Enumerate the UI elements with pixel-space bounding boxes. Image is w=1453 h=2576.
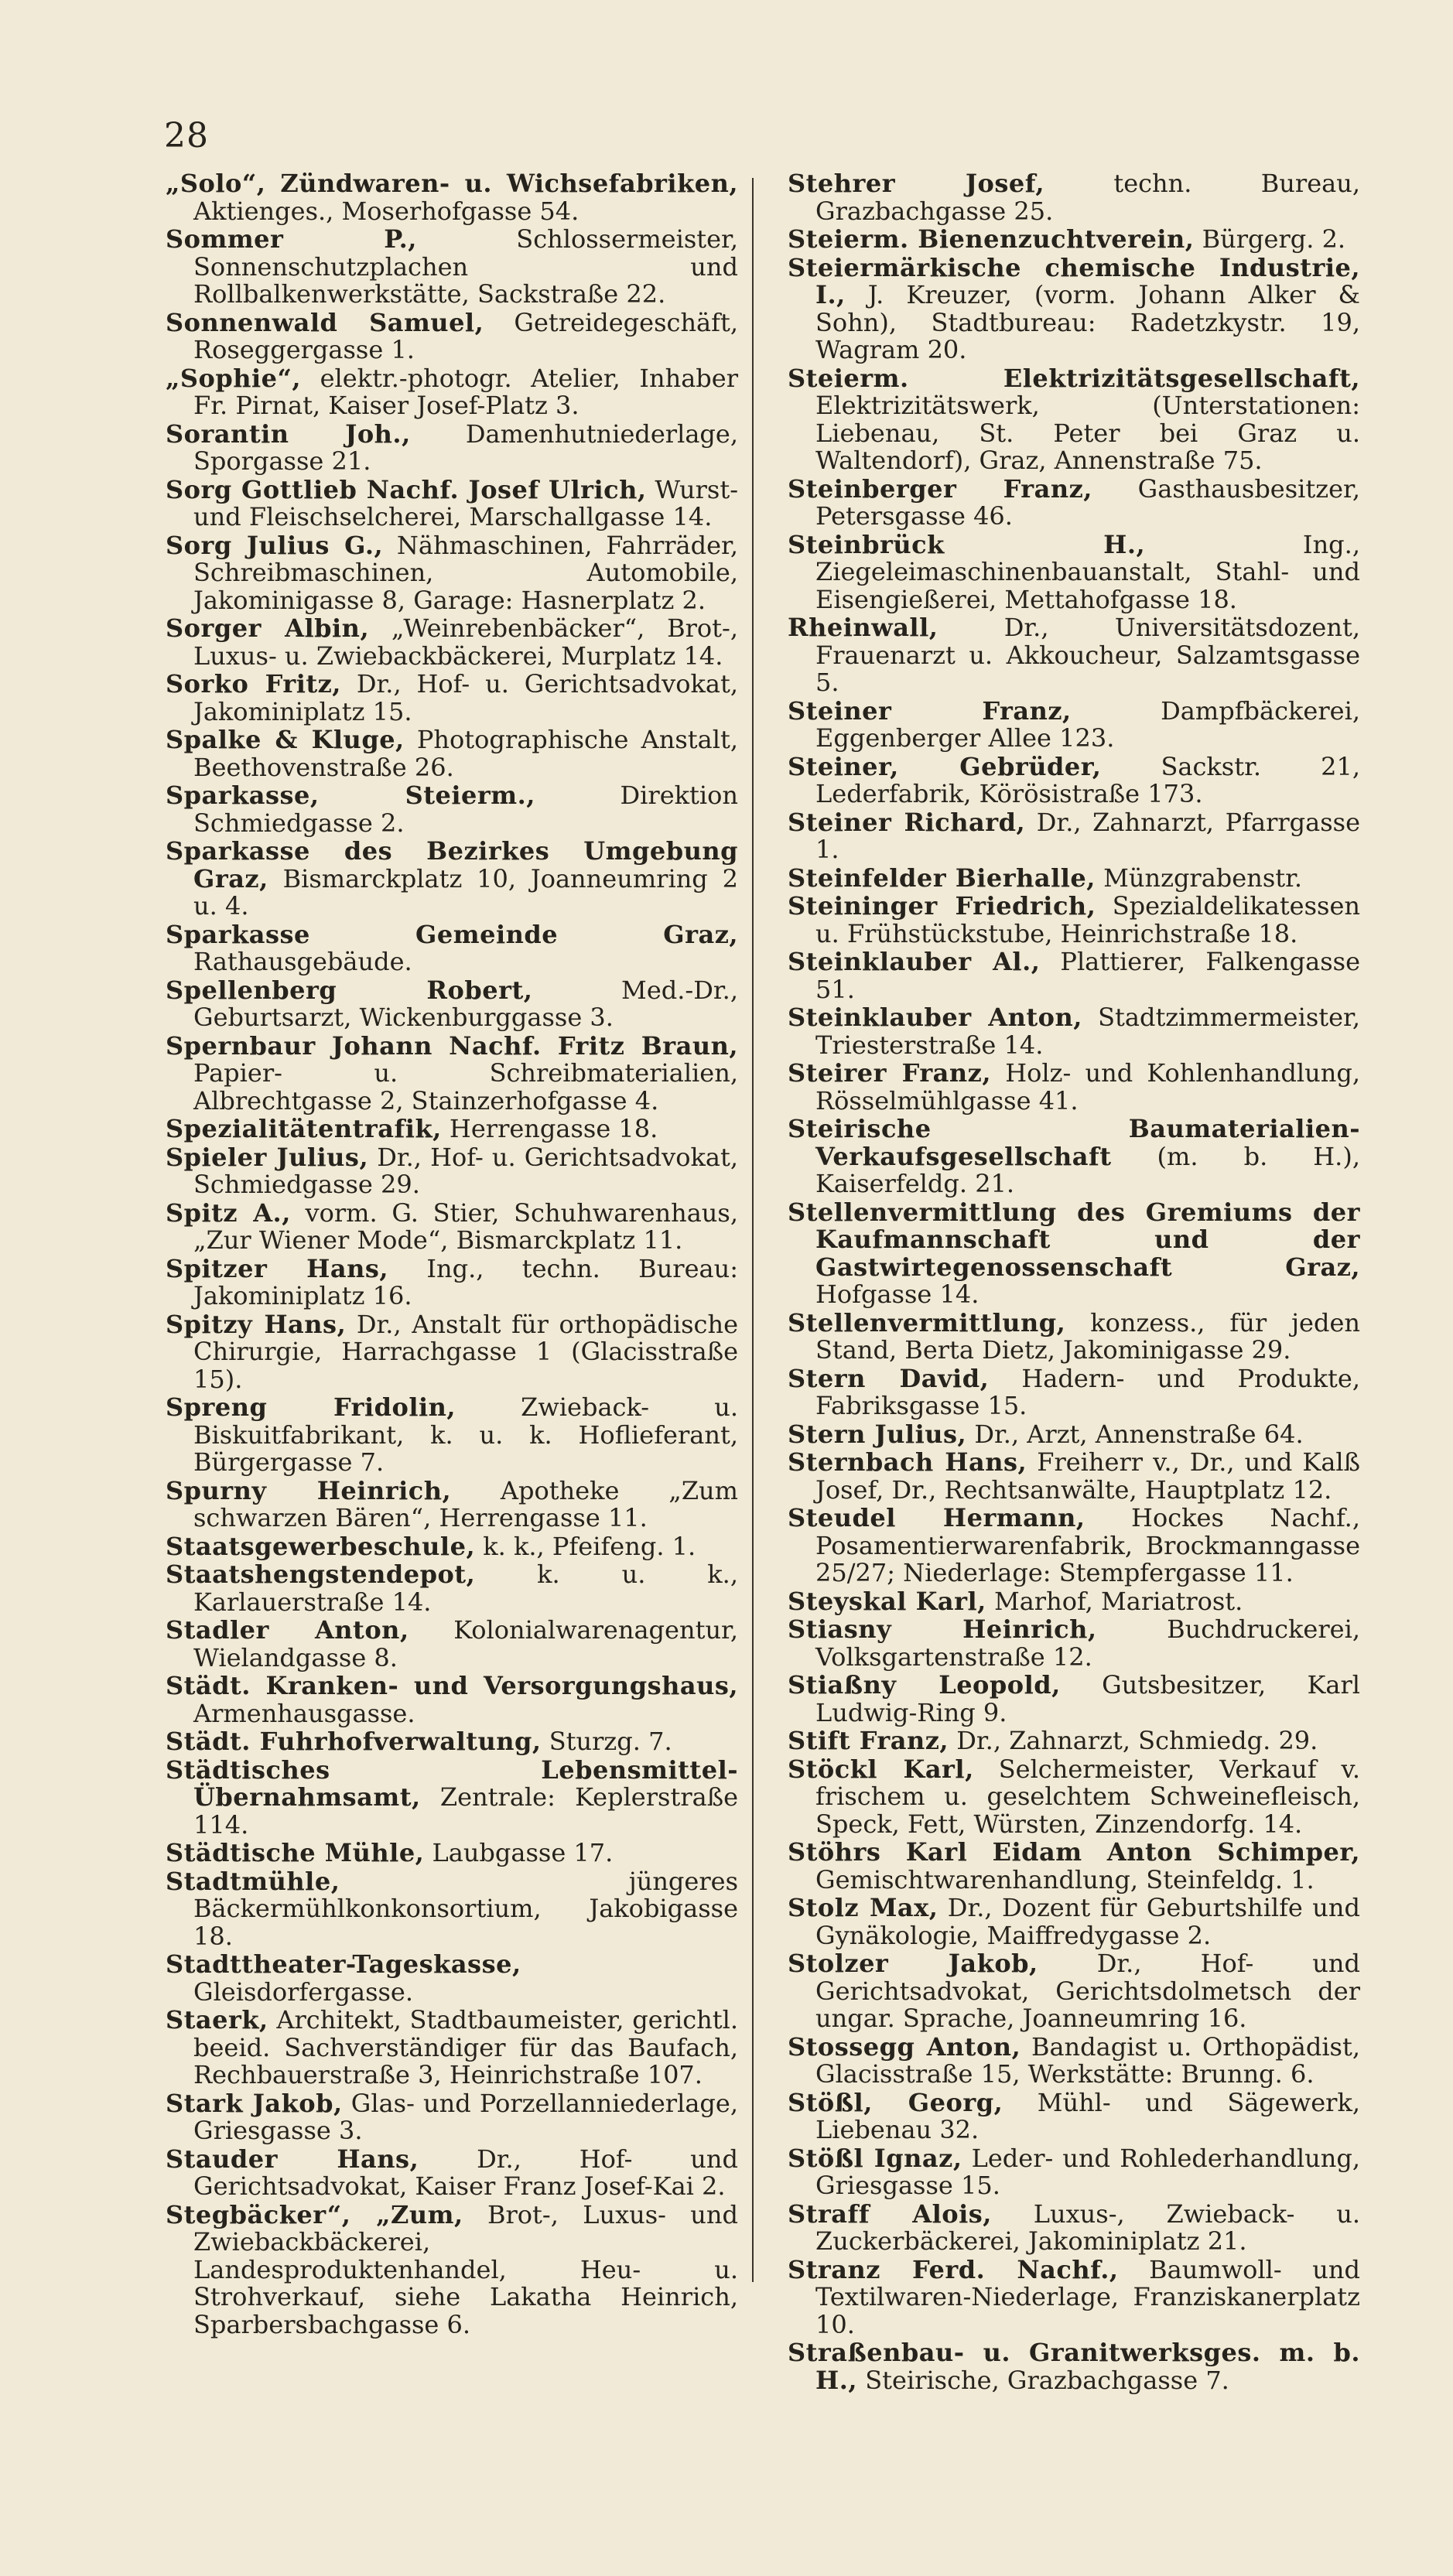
page-number: 28 [164,116,209,155]
entry-details: Leder- und Rohlederhandlung, Griesgasse 15. [815,2143,1360,2200]
entry-details: „Weinrebenbäcker“, Brot-, Luxus- u. Zwiebackbäckerei, Murplatz 14. [193,613,739,671]
entry-details: Hadern- und Produkte, Fabriksgasse 15. [815,1363,1361,1420]
directory-entry [788,1307,1360,1365]
entry-name: Städt. Fuhrhofverwaltung, [166,1727,542,1756]
entry-name: Stellenvermittlung, [788,1307,1066,1338]
directory-entry [788,252,1360,364]
entry-name: Spurny Heinrich, [166,1475,452,1505]
entry-details: Laubgasse 17. [424,1838,614,1867]
entry-details: Dr., Anstalt für orthopädische Chirurgie, Harrachgasse 1 (Glacisstraße 15). [193,1309,738,1394]
entry-name: Steininger Friedrich, [788,891,1096,921]
directory-entry [166,977,738,1032]
directory-entry [788,614,1360,697]
entry-name: Staerk, [166,2005,268,2034]
entry-name: Stauder Hans, [166,2144,419,2174]
directory-entry [166,1115,738,1143]
directory-entry [788,1672,1360,1727]
entry-name: Steinbrück H., [788,529,1146,559]
directory-entry [166,2199,739,2339]
directory-entry [788,893,1360,948]
directory-entry [166,1475,739,1532]
entry-name: Sparkasse Gemeinde Graz, [166,919,738,949]
entry-details: Hockes Nachf., Posamentierwarenfabrik, Brockmanngasse 25/27; Niederlage: Stempfergasse 11. [815,1503,1360,1587]
directory-entry [166,1311,738,1394]
entry-details: Plattierer, Falkengasse 51. [815,947,1361,1004]
entry-name: Städt. Kranken- und Versorgungshaus, [166,1671,738,1700]
left-column [166,170,738,2339]
entry-name: Stranz Ferd. Nachf., [788,2254,1119,2284]
directory-entry [788,1894,1360,1949]
entry-name: Spieler Julius, [166,1142,369,1172]
entry-details: Holz- und Kohlenhandlung, Rösselmühlgasse 41. [815,1058,1361,1115]
directory-entry [166,1840,738,1867]
entry-name: Spezialitätentrafik, [166,1114,442,1143]
directory-entry [788,1115,1360,1198]
directory-entry [788,365,1360,475]
entry-details: Münzgrabenstr. [1095,863,1303,893]
entry-name: Sorg Julius G., [166,530,384,560]
entry-name: Stegbäcker“, „Zum, [166,2199,463,2229]
entry-name: Steirische Baumaterialien-Verkaufsgesellschaft [788,1114,1360,1171]
entry-name: Rheinwall, [788,613,938,642]
entry-details: Buchdruckerei, Volksgartenstraße 12. [815,1614,1361,1672]
entry-details: Hofgasse 14. [815,1279,979,1309]
entry-name: Stolz Max, [788,1893,938,1922]
entry-details: Schlossermeister, Sonnenschutzplachen und Rollbalkenwerkstätte, Sackstraße 22. [193,224,738,309]
entry-details: jüngeres Bäckermühlkonkonsortium, Jakobigasse 18. [193,1866,738,1951]
entry-name: Sorko Fritz, [166,669,341,699]
entry-details: Dr., Zahnarzt, Schmiedg. 29. [949,1726,1318,1755]
directory-entry [788,2031,1361,2089]
entry-details: Dr., Zahnarzt, Pfarrgasse 1. [815,807,1360,864]
directory-entry [788,809,1360,864]
directory-entry [788,1199,1360,1309]
entry-details: Dr., Hof- u. Gerichtsadvokat, Jakominiplatz 15. [193,669,739,726]
directory-entry [788,2198,1360,2256]
entry-name: Steiner Richard, [788,807,1026,837]
directory-entry [788,2145,1360,2200]
directory-entry [166,1533,738,1561]
directory-entry [788,1588,1360,1616]
entry-name: Stadtmühle, [166,1866,340,1896]
directory-entry [788,2089,1360,2144]
entry-name: Stellenvermittlung des Gremiums der Kaufmannschaft und der Gastwirtegenossenschaft Graz, [788,1197,1360,1282]
entry-details: Architekt, Stadtbaumeister, gerichtl. beeid. Sachverständiger für das Baufach, Rechbauerstraße 3, Heinrichstraße 107. [193,2005,738,2089]
entry-details: Direktion Schmiedgasse 2. [193,781,739,838]
entry-details: (m. b. H.), Kaiserfeldg. 21. [815,1141,1360,1198]
entry-name: Steinklauber Anton, [788,1003,1082,1032]
entry-name: Sommer P., [166,224,417,254]
entry-details: konzess., für jeden Stand, Berta Dietz, Jakominigasse 29. [815,1307,1360,1365]
entry-name: Steinfelder Bierhalle, [788,863,1096,893]
entry-name: Stadttheater-Tageskasse, [166,1949,521,1979]
entry-details: Luxus-, Zwieback- u. Zuckerbäckerei, Jakominiplatz 21. [815,2198,1360,2256]
directory-entry [788,1365,1360,1420]
entry-name: Steiner Franz, [788,695,1072,726]
entry-details: Ing., techn. Bureau: Jakominiplatz 16. [193,1253,738,1310]
entry-name: Sparkasse, Steierm., [166,781,535,810]
entry-details: Spezialdelikatessen u. Frühstückstube, Heinrichstraße 18. [815,891,1361,948]
entry-details: Zwieback- u. Biskuitfabrikant, k. u. k. Hoflieferant, Bürgergasse 7. [193,1392,738,1477]
entry-name: Städtische Mühle, [166,1838,425,1867]
entry-name: Straff Alois, [788,2198,992,2229]
directory-entry [788,226,1360,254]
directory-entry [788,753,1360,808]
directory-entry [788,865,1360,893]
entry-details: Freiherr v., Dr., und Kalß Josef, Dr., Rechtsanwälte, Hauptplatz 12. [815,1447,1361,1505]
entry-details: Zentrale: Keplerstraße 114. [193,1782,738,1840]
entry-name: Spellenberg Robert, [166,975,533,1005]
entry-details: Bürgerg. 2. [1194,224,1346,254]
entry-name: Steinklauber Al., [788,947,1041,976]
entry-details: techn. Bureau, Grazbachgasse 25. [815,169,1361,226]
entry-details: Herrengasse 18. [441,1114,658,1143]
directory-entry [166,421,738,476]
entry-name: Stift Franz, [788,1726,949,1755]
entry-details: Steirische, Grazbachgasse 7. [857,2365,1229,2395]
entry-name: Steiermärkische chemische Industrie, I., [788,252,1360,309]
entry-name: „Sophie“, [166,363,302,393]
directory-entry [166,170,738,225]
entry-details: Ing., Ziegeleimaschinenbauanstalt, Stahl- und Eisengießerei, Mettahofgasse 18. [815,529,1361,614]
entry-details: Stadtzimmermeister, Triesterstraße 14. [815,1003,1360,1060]
entry-details: Bandagist u. Orthopädist, Glacisstraße 15, Werkstätte: Brunng. 6. [815,2031,1361,2089]
entry-details: Dr., Universitätsdozent, Frauenarzt u. Akkoucheur, Salzamtsgasse 5. [815,613,1360,697]
directory-entry [788,1004,1360,1059]
directory-entry [788,170,1360,225]
entry-name: Steirer Franz, [788,1058,991,1088]
directory-entry [166,1617,738,1672]
entry-details: Getreidegeschäft, Roseggergasse 1. [193,307,738,364]
directory-entry [166,1728,738,1756]
entry-details: Gemischtwarenhandlung, Steinfeldg. 1. [815,1864,1315,1894]
directory-entry [166,309,738,364]
entry-name: Stadler Anton, [166,1615,409,1645]
directory-entry [166,1197,739,1255]
entry-name: Städtisches Lebensmittel-Übernahmsamt, [166,1754,738,1812]
entry-details: Mühl- und Sägewerk, Liebenau 32. [815,2087,1360,2144]
directory-entry [166,2090,738,2145]
entry-name: Stolzer Jakob, [788,1949,1038,1978]
entry-details: Elektrizitätswerk, (Unterstationen: Liebenau, St. Peter bei Graz u. Waltendorf), Graz, Annenstraße 75. [815,391,1360,475]
entry-name: Sparkasse des Bezirkes Umgebung Graz, [166,836,738,893]
entry-name: Stöhrs Karl Eidam Anton Schimper, [788,1837,1360,1867]
directory-entry [166,1144,738,1199]
entry-details: Nähmaschinen, Fahrräder, Schreibmaschinen, Automobile, Jakominigasse 8, Garage: Hasnerplatz 2. [193,530,739,615]
entry-details: Papier- u. Schreibmaterialien, Albrechtgasse 2, Stainzerhofgasse 4. [193,1058,738,1115]
entry-name: Stößl Ignaz, [788,2143,962,2173]
directory-entry [166,726,738,781]
entry-details: Gleisdorfergasse. [193,1976,414,2007]
entry-name: Sorantin Joh., [166,419,411,449]
entry-name: Spitzer Hans, [166,1253,388,1283]
entry-details: Photographische Anstalt, Beethovenstraße 26. [193,725,739,782]
directory-entry [166,1672,738,1727]
directory-entry [166,1030,738,1115]
directory-entry [166,782,738,837]
directory-entry [788,1616,1360,1671]
directory-entry [788,695,1361,753]
directory-entry [788,1839,1360,1894]
directory-entry [166,921,738,976]
entry-name: Stöckl Karl, [788,1754,974,1784]
entry-details: vorm. G. Stier, Schuhwarenhaus, „Zur Wiener Mode“, Bismarckplatz 11. [193,1197,739,1255]
directory-entry [166,838,738,921]
entry-details: k. k., Pfeifeng. 1. [475,1531,696,1561]
entry-name: Staatshengstendepot, [166,1560,476,1589]
directory-entry [788,1060,1360,1115]
entry-name: Spitz A., [166,1197,291,1228]
entry-name: Stiaßny Leopold, [788,1670,1061,1700]
entry-details: Dr., Hof- u. Gerichtsadvokat, Schmiedgasse 29. [193,1142,739,1199]
entry-name: Stark Jakob, [166,2088,343,2118]
entry-details: Selchermeister, Verkauf v. frischem u. geselchtem Schweinefleisch, Speck, Fett, Würsten, Zinzendorfg. 14. [815,1754,1361,1839]
entry-name: Spreng Fridolin, [166,1392,456,1422]
entry-name: Steudel Hermann, [788,1503,1085,1532]
entry-name: Sorg Gottlieb Nachf. Josef Ulrich, [166,474,647,504]
entry-name: Stiasny Heinrich, [788,1614,1097,1644]
entry-details: Med.-Dr., Geburtsarzt, Wickenburggasse 3. [193,975,738,1032]
entry-name: Steierm. Bienenzuchtverein, [788,224,1195,254]
directory-entry [788,1421,1360,1449]
directory-entry [166,2007,738,2089]
entry-details: Rathausgebäude. [193,947,412,976]
directory-entry [166,1394,738,1477]
entry-details: Kolonialwarenagentur, Wielandgasse 8. [193,1615,738,1672]
directory-entry [788,1449,1360,1504]
entry-name: Sonnenwald Samuel, [166,307,484,337]
directory-entry [166,1561,738,1616]
entry-name: Steierm. Elektrizitätsgesellschaft, [788,363,1360,393]
entry-details: Baumwoll- und Textilwaren-Niederlage, Franziskanerplatz 10. [815,2254,1361,2339]
directory-entry [166,1951,738,2006]
entry-details: Glas- und Porzellanniederlage, Griesgasse 3. [193,2088,738,2145]
directory-entry [166,226,738,309]
entry-details: Wurst- und Fleischselcherei, Marschallgasse 14. [193,474,739,531]
entry-name: Stossegg Anton, [788,2031,1021,2062]
directory-entry [166,671,738,726]
directory-entry [788,473,1361,531]
entry-details: elektr.-photogr. Atelier, Inhaber Fr. Pirnat, Kaiser Josef-Platz 3. [193,363,738,420]
entry-name: Sorger Albin, [166,613,370,643]
entry-details: Apotheke „Zum schwarzen Bären“, Herrengasse 11. [193,1475,739,1532]
directory-entry [788,1727,1360,1755]
column-divider [752,178,754,2282]
directory-entry [166,1253,738,1310]
entry-name: Staatsgewerbeschule, [166,1531,476,1561]
directory-entry [788,948,1360,1003]
entry-name: Stern Julius, [788,1419,967,1449]
directory-entry [166,474,739,531]
directory-entry [788,1505,1360,1587]
entry-name: Sternbach Hans, [788,1447,1027,1477]
directory-entry [166,615,738,670]
entry-name: Spernbaur Johann Nachf. Fritz Braun, [166,1030,738,1061]
entry-details: Dr., Hof- und Gerichtsadvokat, Kaiser Franz Josef-Kai 2. [193,2144,739,2201]
directory-entry [166,2146,738,2201]
entry-name: Steyskal Karl, [788,1586,986,1616]
directory-entry [166,532,738,615]
entry-name: Straßenbau- u. Granitwerksges. m. b. H., [788,2338,1360,2395]
entry-details: Marhof, Mariatrost. [986,1586,1243,1616]
right-column [788,170,1360,2395]
entry-details: Dampfbäckerei, Eggenberger Allee 123. [815,695,1361,753]
directory-entry [788,1756,1360,1839]
entry-details: Armenhausgasse. [193,1698,415,1728]
directory-entry [166,1754,738,1840]
entry-name: Steiner, Gebrüder, [788,751,1102,781]
entry-details: J. Kreuzer, (vorm. Johann Alker & Sohn), Stadtbureau: Radetzkystr. 19, Wagram 20. [815,280,1360,364]
entry-details: k. u. k., Karlauerstraße 14. [193,1560,738,1617]
entry-details: Aktienges., Moserhofgasse 54. [193,196,579,226]
entry-name: „Solo“, Zündwaren- u. Wichsefabriken, [166,169,738,198]
entry-details: Dr., Dozent für Geburtshilfe und Gynäkologie, Maiffredygasse 2. [815,1893,1361,1950]
entry-name: Stern David, [788,1363,990,1393]
entry-details: Dr., Arzt, Annenstraße 64. [966,1419,1304,1449]
directory-entry [788,2339,1360,2394]
directory-entry [788,1950,1360,2033]
entry-name: Steinberger Franz, [788,473,1092,504]
directory-entry [166,365,738,420]
entry-name: Stehrer Josef, [788,169,1044,198]
entry-details: Bismarckplatz 10, Joanneumring 2 u. 4. [193,863,738,921]
directory-entry [788,2254,1361,2339]
entry-details: Dr., Hof- und Gerichtsadvokat, Gerichtsdolmetsch der ungar. Sprache, Joanneumring 16. [815,1949,1361,2033]
entry-name: Spitzy Hans, [166,1309,347,1339]
entry-details: Damenhutniederlage, Sporgasse 21. [193,419,738,476]
entry-name: Stößl, Georg, [788,2087,1003,2117]
directory-entry [166,1868,738,1951]
entry-details: Gutsbesitzer, Karl Ludwig-Ring 9. [815,1670,1361,1727]
entry-name: Spalke & Kluge, [166,725,405,754]
entry-details: Brot-, Luxus- und Zwiebackbäckerei, Landesproduktenhandel, Heu- u. Strohverkauf, siehe Lakatha Heinrich, Sparbersbachgasse 6. [193,2199,739,2339]
directory-entry [788,531,1360,614]
entry-details: Sturzg. 7. [541,1727,672,1756]
entry-details: Gasthausbesitzer, Petersgasse 46. [815,473,1361,531]
entry-details: Sackstr. 21, Lederfabrik, Körösistraße 173. [815,751,1361,808]
